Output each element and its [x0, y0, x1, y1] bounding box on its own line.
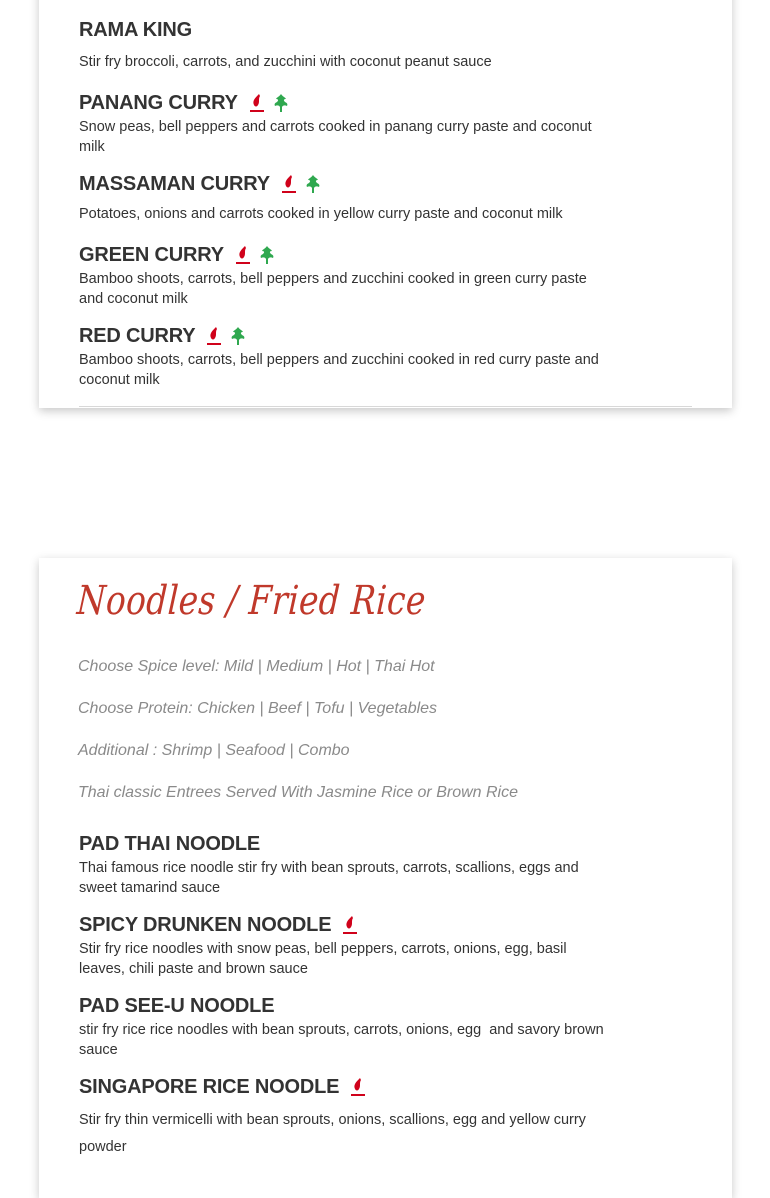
additional-options: Additional : Shrimp | Seafood | Combo	[78, 742, 350, 759]
protein-options: Choose Protein: Chicken | Beef | Tofu | Vegetables	[78, 700, 438, 717]
herb-leaf-icon	[304, 174, 322, 194]
menu-item-red-curry	[79, 324, 604, 390]
served-with-note: Thai classic Entrees Served With Jasmine Rice or Brown Rice	[78, 784, 519, 801]
menu-item-description: Thai famous rice noodle stir fry with bean sprouts, carrots, scallions, eggs and sweet tamarind sauce	[79, 860, 579, 896]
menu-item-title	[79, 913, 604, 937]
noodles-menu-card	[39, 558, 732, 1198]
menu-item-name: MASSAMAN CURRY	[79, 173, 270, 195]
chili-pepper-icon	[280, 173, 298, 195]
menu-item-name: PAD SEE-U NOODLE	[79, 995, 275, 1017]
menu-item-description: Stir fry rice noodles with snow peas, bell peppers, carrots, onions, egg, basil leaves, chili paste and brown sauce	[79, 941, 567, 977]
menu-item-singapore-rice-noodle	[79, 1075, 604, 1161]
herb-leaf-icon	[229, 326, 247, 346]
menu-item-name: SPICY DRUNKEN NOODLE	[79, 914, 332, 936]
menu-item-title	[79, 994, 604, 1018]
menu-item-title	[79, 324, 604, 348]
menu-item-description: stir fry rice rice noodles with bean sprouts, carrots, onions, egg and savory brown sauce	[79, 1022, 608, 1058]
menu-item-name: RED CURRY	[79, 325, 196, 347]
menu-item-title	[79, 1075, 604, 1099]
section-divider	[79, 406, 692, 407]
menu-item-name: GREEN CURRY	[79, 244, 224, 266]
menu-item-rama-king	[79, 18, 604, 72]
curry-menu-card	[39, 0, 732, 408]
menu-item-panang-curry	[79, 91, 604, 157]
menu-item-name: SINGAPORE RICE NOODLE	[79, 1076, 340, 1098]
chili-pepper-icon	[234, 244, 252, 266]
menu-item-description: Stir fry broccoli, carrots, and zucchini with coconut peanut sauce	[79, 54, 492, 70]
herb-leaf-icon	[272, 93, 290, 113]
chili-pepper-icon	[248, 92, 266, 114]
menu-item-name: PANANG CURRY	[79, 92, 238, 114]
menu-item-name: PAD THAI NOODLE	[79, 833, 261, 855]
menu-item-description: Potatoes, onions and carrots cooked in yellow curry paste and coconut milk	[79, 206, 563, 222]
menu-item-title	[79, 243, 604, 267]
menu-item-description: Snow peas, bell peppers and carrots cooked in panang curry paste and coconut milk	[79, 119, 592, 155]
menu-item-massaman-curry	[79, 172, 604, 224]
menu-item-green-curry	[79, 243, 604, 309]
menu-item-title	[79, 91, 604, 115]
menu-item-pad-see-u-noodle	[79, 994, 608, 1060]
spice-level-options: Choose Spice level: Mild | Medium | Hot | Thai Hot	[78, 658, 435, 675]
herb-leaf-icon	[258, 245, 276, 265]
section-title: Noodles / Fried Rice	[75, 578, 428, 624]
menu-item-description: Bamboo shoots, carrots, bell peppers and zucchini cooked in green curry paste and coconut milk	[79, 271, 587, 307]
menu-item-title	[79, 18, 604, 42]
menu-item-title	[79, 172, 604, 196]
menu-item-pad-thai-noodle	[79, 832, 604, 898]
chili-pepper-icon	[205, 325, 223, 347]
menu-item-description: Bamboo shoots, carrots, bell peppers and zucchini cooked in red curry paste and coconut milk	[79, 352, 599, 388]
menu-item-title	[79, 832, 604, 856]
chili-pepper-icon	[341, 914, 359, 936]
menu-item-description: Stir fry thin vermicelli with bean sprouts, onions, scallions, egg and yellow curry powder	[79, 1112, 586, 1155]
chili-pepper-icon	[349, 1076, 367, 1098]
menu-item-spicy-drunken-noodle	[79, 913, 604, 979]
menu-item-name: RAMA KING	[79, 19, 193, 41]
